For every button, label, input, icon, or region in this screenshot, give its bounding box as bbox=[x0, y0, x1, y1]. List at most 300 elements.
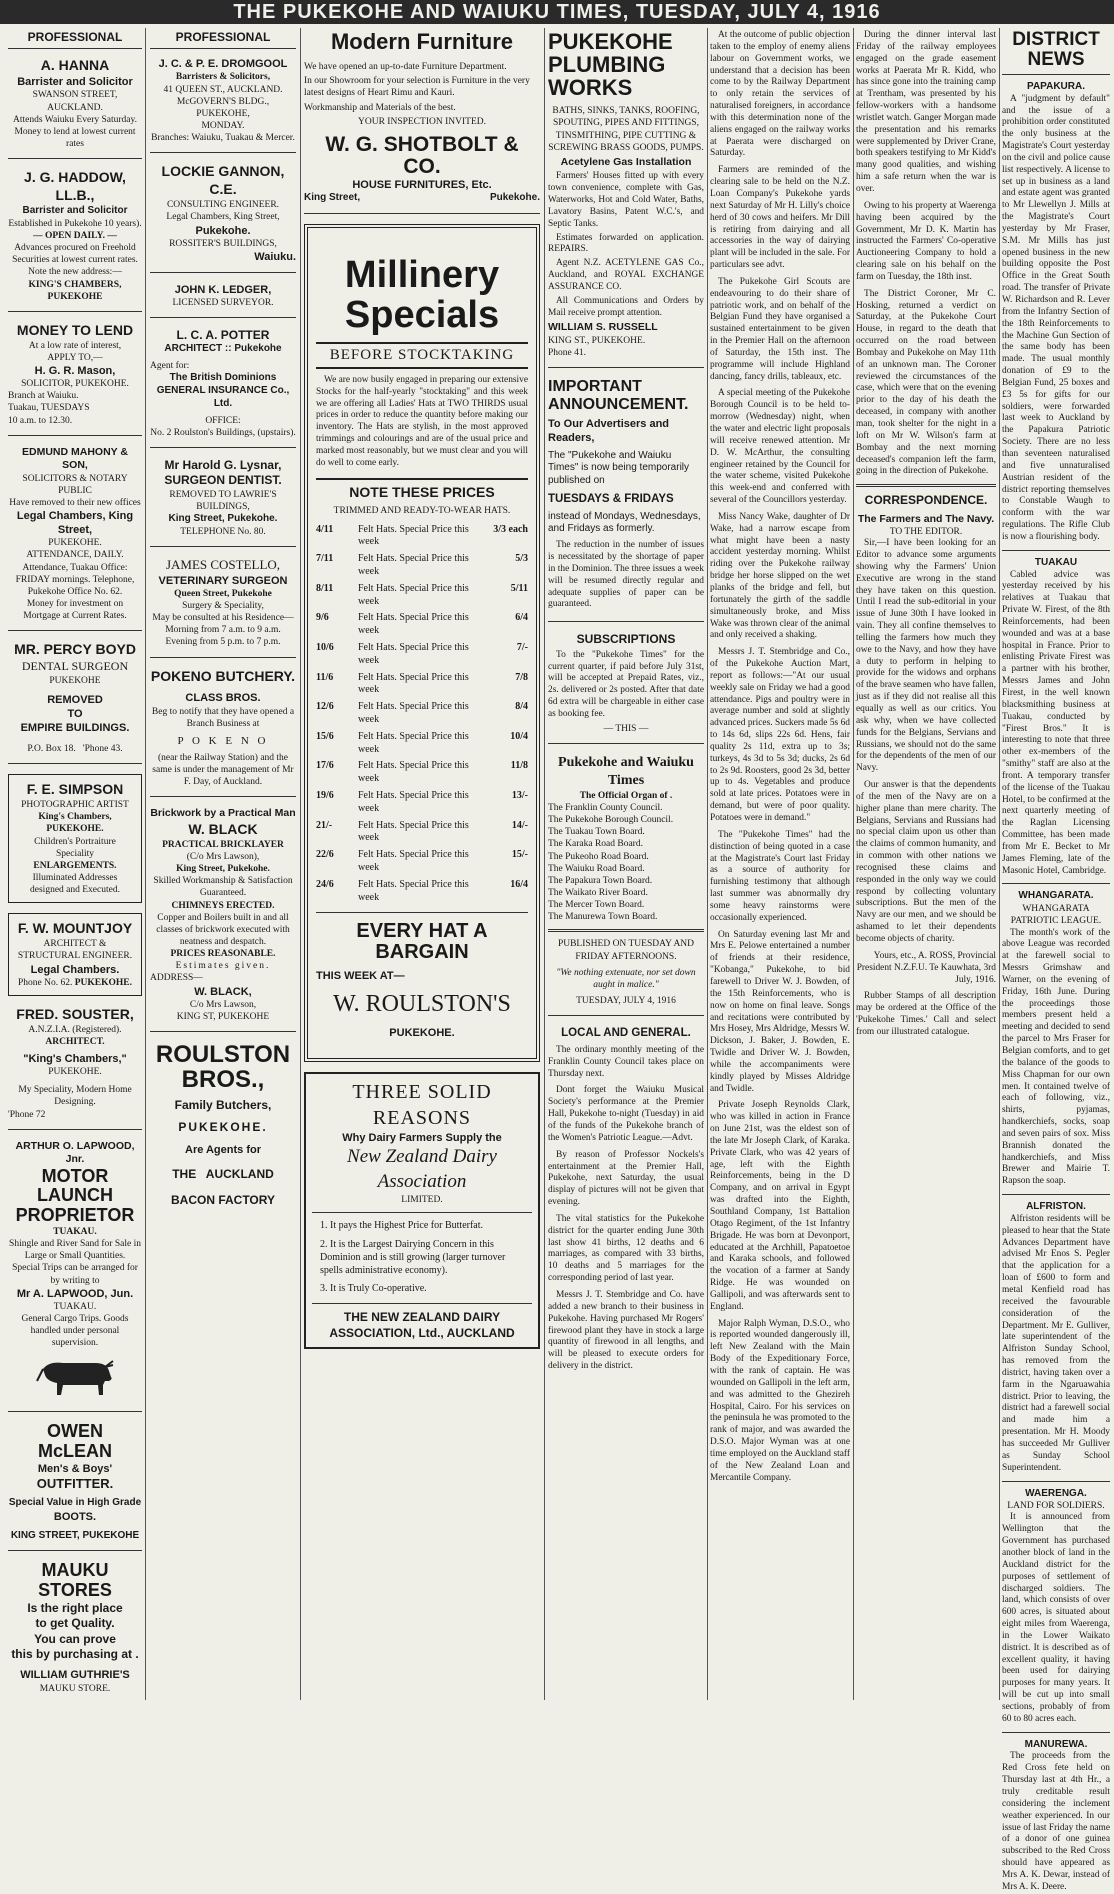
ad-note: Note the new address:— bbox=[28, 267, 122, 278]
article-paragraph: Messrs J. T. Stembridge and Co., of the Pukekohe Auction Mart, report as follows:—"At our usual weekly sale on Friday we had a good attendance. Pigs and poultry were in average number and sold at slightly advanced prices. Suckers made 5s 6d to 14s 6d, slips 22s 6d. Hens, fair quality 2s 11d, extra up to 3s; turkeys, 4s 3d to 5s 3d; ducks, 2s 6d to 2s 9d. Roosters, good 2s 3d, better up to 4s. Vegetables and produce sold at late prices. Potatoes were in demand, but were of poor quality. Potatoes were in demand." bbox=[710, 647, 850, 823]
separator: — THIS — bbox=[603, 723, 649, 734]
letter-signature: Yours, etc., A. ROSS, Provincial President N.Z.F.U. Te Kauwhata, 3rd July, 1916. bbox=[856, 950, 996, 985]
ad-heading: Brickwork by a Practical Man bbox=[150, 807, 296, 820]
ad-town: Waiuku. bbox=[254, 250, 296, 263]
price-now: 5/11 bbox=[510, 582, 528, 594]
ad-note: May be consulted at his Residence— bbox=[152, 613, 294, 624]
ad-day: MONDAY. bbox=[201, 121, 245, 132]
price-was: 8/11 bbox=[316, 582, 334, 594]
ad-title: Barrister and Solicitor bbox=[22, 204, 128, 216]
ad-town: Pukekohe. bbox=[195, 224, 251, 237]
reason-item: 2. It is the Largest Dairying Concern in this Dominion and is still growing (larger turnover spells administrative economy). bbox=[320, 1239, 506, 1276]
ad-phone: 'Phone 43. bbox=[82, 744, 123, 754]
bull-icon bbox=[33, 1355, 117, 1397]
price-was: 4/11 bbox=[316, 523, 334, 535]
organ-date: TUESDAY, JULY 4, 1916 bbox=[576, 996, 676, 1007]
ad-sub: BEFORE STOCKTAKING bbox=[316, 342, 528, 369]
ad-items: BATHS, SINKS, TANKS, ROOFING, SPOUTING, PIPES AND FITTINGS, TINSMITHING, PIPE CUTTING & SCREWING BRASS GOODS, PUMPS. bbox=[548, 106, 704, 153]
district-papakura bbox=[1002, 81, 1110, 544]
ad-potter bbox=[150, 328, 296, 448]
ad-address: No. 2 Roulston's Buildings, (upstairs). bbox=[150, 427, 296, 438]
price-now: 10/4 bbox=[510, 730, 528, 742]
district-sub: WHANGARATA PATRIOTIC LEAGUE. bbox=[1010, 904, 1102, 927]
article-paragraph: Sir,—I have been looking for an Editor to advance some arguments showing why the Farmers' Union Executive are wrong in the stand they have taken on this question. Until I read the sub-editorial in your issue of June 30th I have looked in vain. They all confine themselves to telling the farmers how much they owe to the Navy, and how they have a duty to perform in helping to provide for the widows and orphans of the brave seamen who have fallen, just as if they did not realise all this equally as well as our critics. You ask why, when we have collected funds for the Belgians, Servians and Russians, we should not do the same for the dependents of the men of our Navy. bbox=[856, 538, 996, 774]
district-title: WHANGARATA. bbox=[1018, 890, 1094, 902]
ad-name: ARTHUR O. LAPWOOD, Jnr. bbox=[15, 1139, 135, 1166]
ad-owner: WILLIAM GUTHRIE'S bbox=[20, 1669, 130, 1682]
price-desc: Felt Hats. Special Price this week bbox=[358, 878, 469, 903]
ad-bargain-firm: W. ROULSTON'S bbox=[333, 991, 511, 1018]
ad-lapwood bbox=[8, 1140, 142, 1413]
ad-note: Estimates given. bbox=[175, 961, 271, 972]
ad-note: TO bbox=[67, 707, 83, 720]
price-now: 15/- bbox=[511, 849, 528, 861]
price-now: 8/4 bbox=[515, 701, 528, 713]
ad-the: THE bbox=[172, 1167, 197, 1182]
section-title: CORRESPONDENCE. bbox=[864, 493, 988, 508]
price-row bbox=[316, 699, 528, 729]
ad-note: Children's Portraiture Speciality bbox=[34, 836, 116, 859]
ad-role: Barristers & Solicitors, bbox=[175, 72, 271, 83]
article-paragraph: Major Ralph Wyman, D.S.O., who is reported wounded dangerously ill, left New Zealand with the Main Body of the Expeditionary Force, with the rank of captain. He was wounded on Gallipoli in the left arm, and was admitted to the Ghezireh Hospital, Cairo. For his services on the peninsula he was promoted to the rank of major, and was awarded the D.S.O. Major Wyman was at one time employed on the Auckland staff of the New Zealand Loan and Mercantile Company. bbox=[710, 1318, 850, 1483]
ad-note: Branches: Waiuku, Tuakau & Mercer. bbox=[151, 133, 295, 144]
ad-mauku-stores bbox=[8, 1561, 142, 1702]
ad-note: Beg to notify that they have opened a Branch Business at bbox=[151, 706, 295, 729]
article-paragraph: The month's work of the above League was recorded at the farewell social to Messrs Grimshaw and Warner, on the evening of Friday, 16th June. During the proceedings those members present held a meeting and decided to send the parcel to Mrs Fraser for Belgian comforts, and to get the balance of the goods to Miss Chapman for our own men. It contained twelve of each of following, viz., shirts, pyjamas, handkerchiefs, socks, soap and seven pairs of sox. Miss Brannish donated the handkerchiefs, and Miss Brewer and Mairie T. Rapson the soap. bbox=[1002, 927, 1110, 1187]
ad-note: Attendance, Tuakau Office: FRIDAY mornings. Telephone, Pukekohe Office No. 62. bbox=[15, 562, 135, 597]
ad-building: ROSSITER'S BUILDINGS, bbox=[169, 238, 277, 249]
section-title: LOCAL AND GENERAL. bbox=[561, 1027, 691, 1040]
article-paragraph: Farmers are reminded of the clearing sale to be held on the N.Z. Loan Company's Pukekohe yards next Saturday of Mr H. Lilly's choice herd of 30 cows and heifers. Mr Dill is retiring from dairying and all accessories in the way of dairying plant will be included in the sale. For particulars see advt. bbox=[710, 165, 850, 271]
ad-phone: 'Phone 72 bbox=[8, 1109, 46, 1120]
price-now: 14/- bbox=[511, 819, 528, 831]
ad-dairy-association bbox=[304, 1072, 540, 1349]
price-desc: Felt Hats. Special Price this week bbox=[358, 612, 469, 637]
organ-motto: "We nothing extenuate, nor set down aught in malice." bbox=[556, 967, 696, 990]
ad-ledger bbox=[150, 283, 296, 318]
ad-name: JAMES COSTELLO, bbox=[165, 557, 281, 573]
ad-note: In our Showroom for your selection is Furniture in the very latest designs of Heart Rimu and Kauri. bbox=[304, 76, 530, 99]
ad-name: MR. PERCY BOYD bbox=[14, 641, 136, 658]
price-desc: Felt Hats. Special Price this week bbox=[358, 730, 469, 755]
article-paragraph: On Saturday evening last Mr and Mrs E. Pelowe entertained a number of friends at their residence, "Kobanga," Pukekohe, to bid farewell to Driver W. J. Bowden, of the 15th Reinforcements, who is now on home on final leave. Songs and recitations were contributed by Mrs Hosey, Mrs Aldridge, Messrs W. Dickson, J. Baker, J. Bowden, E. Twidle and Driver W. J. Bowden, while the accompaniments were kindly played by Misses Aldridge and Twidle. bbox=[710, 929, 850, 1094]
article-paragraph: Dont forget the Waiuku Musical Society's performance at the Premier Hall, Pukekohe to-night (Tuesday) in aid of the funds of the Pukekohe branch of the Women's Patriotic League.—Advt. bbox=[548, 1085, 704, 1143]
ad-note: General Cargo Trips. Goods handled under personal supervision. bbox=[21, 1313, 129, 1349]
ad-millinery bbox=[304, 224, 540, 1062]
organ-item: The Waiuku Road Board. bbox=[548, 863, 645, 874]
ad-agent: Agent N.Z. ACETYLENE GAS Co., Auckland, and ROYAL EXCHANGE ASSURANCE CO. bbox=[548, 258, 704, 292]
section-header: PROFESSIONAL bbox=[150, 30, 296, 49]
ad-note: My Speciality, Modern Home Designing. bbox=[18, 1085, 132, 1108]
ad-address: KING ST., PUKEKOHE. bbox=[548, 335, 646, 346]
ad-firm: W. G. SHOTBOLT & CO. bbox=[325, 132, 519, 178]
ad-phone: Phone 41. bbox=[548, 348, 586, 359]
organ-item: The Tuakau Town Board. bbox=[548, 827, 645, 838]
ad-building: McGOVERN'S BLDG., PUKEKOHE, bbox=[176, 96, 270, 119]
letter-title: The Farmers and The Navy. bbox=[857, 512, 995, 525]
ad-note: Branch at Waiuku. bbox=[8, 391, 79, 402]
price-desc: Felt Hats. Special Price this week bbox=[358, 582, 469, 607]
ad-address: Queen Street, Pukekohe bbox=[174, 588, 272, 599]
price-row bbox=[316, 640, 528, 670]
ad-name: L. C. A. POTTER bbox=[176, 328, 270, 343]
ad-name: W. BLACK bbox=[188, 820, 258, 837]
ad-note: OFFICE: bbox=[205, 415, 241, 426]
column-rule bbox=[145, 28, 146, 1700]
district-title: PAPAKURA. bbox=[1027, 80, 1085, 92]
article-paragraph: Messrs J. T. Stembridge and Co. have added a new branch to their business in Pukekohe. Having purchased Mr Rogers' firewood plant they have in stock a large quantity of firewood in all lengths, and will be pleased to execute orders for delivery in the district. bbox=[548, 1289, 704, 1372]
column-ads-main bbox=[304, 30, 540, 1700]
article-paragraph: At the outcome of public objection taken to the employ of enemy aliens labour on Government works, we understand that a decision has been come to by the Railway Department to only retain the services of naturalised foreigners, in accordance with this determination none of the aliens engaged on the railway works at Paerata were discharged on Saturday. bbox=[710, 30, 850, 159]
ad-title-1: Millinery bbox=[344, 253, 500, 296]
ad-role: SOLICITOR, PUKEKOHE. bbox=[21, 379, 129, 390]
ad-role: ARCHITECT :: Pukekohe bbox=[164, 343, 282, 355]
price-now: 7/8 bbox=[515, 671, 528, 683]
ad-note: Have removed to their new offices bbox=[9, 497, 141, 508]
district-sub: LAND FOR SOLDIERS. bbox=[1007, 1501, 1105, 1512]
ad-hanna bbox=[8, 57, 142, 159]
ad-haddow bbox=[8, 169, 142, 312]
price-desc: Felt Hats. Special Price this week bbox=[358, 671, 469, 696]
ad-role: ARCHITECT & STRUCTURAL ENGINEER. bbox=[17, 939, 133, 962]
ad-note: Surgery & Speciality, bbox=[182, 600, 264, 611]
reasons-list bbox=[312, 1219, 532, 1297]
ad-mountjoy bbox=[8, 913, 142, 995]
district-tuakau bbox=[1002, 557, 1110, 878]
ad-note: Attends Waiuku Every Saturday. bbox=[12, 114, 138, 125]
ad-name: J. G. HADDOW, LL.B., bbox=[24, 169, 126, 204]
ad-town: PUKEKOHE. bbox=[74, 977, 133, 988]
ad-title: THREE SOLID REASONS bbox=[352, 1081, 492, 1129]
reason-item: 3. It is Truly Co-operative. bbox=[320, 1283, 427, 1295]
organ-publication: PUBLISHED ON TUESDAY AND FRIDAY AFTERNOONS. bbox=[557, 939, 695, 962]
ad-street: King Street, bbox=[304, 192, 361, 204]
ad-note: Advances procured on Freehold Securities at lowest current rates. bbox=[12, 243, 138, 266]
ad-note: Special Trips can be arranged for by writing to bbox=[12, 1263, 138, 1286]
price-row bbox=[316, 729, 528, 759]
ad-sub: HOUSE FURNITURES, Etc. bbox=[352, 178, 492, 191]
article-paragraph: The ordinary monthly meeting of the Franklin County Council takes place on Thursday next. bbox=[548, 1044, 704, 1079]
district-title: TUAKAU bbox=[1034, 556, 1078, 568]
price-desc: Felt Hats. Special Price this week bbox=[358, 789, 469, 814]
price-now: 11/8 bbox=[510, 760, 528, 772]
price-now: 16/4 bbox=[510, 878, 528, 890]
ad-note: — OPEN DAILY. — bbox=[33, 230, 117, 241]
ad-title: MOTOR LAUNCH PROPRIETOR bbox=[15, 1165, 135, 1226]
ad-plumbing bbox=[548, 30, 704, 368]
ad-note: ENLARGEMENTS. bbox=[33, 860, 117, 871]
ad-store: MAUKU STORE. bbox=[39, 1683, 111, 1694]
ad-address: King Street, Pukekohe. bbox=[168, 513, 278, 525]
ad-bargain-title: EVERY HAT A BARGAIN bbox=[356, 920, 488, 964]
ad-title: ROULSTON BROS., bbox=[155, 1040, 291, 1094]
district-title: MANUREWA. bbox=[1024, 1738, 1088, 1750]
section-local-general bbox=[548, 1026, 704, 1373]
price-row bbox=[316, 788, 528, 818]
ad-address: KING STREET, PUKEKOHE bbox=[10, 1529, 140, 1541]
price-was: 10/6 bbox=[316, 642, 334, 653]
ad-note: Is the right place bbox=[27, 1601, 123, 1615]
price-now: 5/3 bbox=[515, 553, 528, 565]
ad-note: Morning from 7 a.m. to 9 a.m. bbox=[165, 625, 281, 636]
notice-announcement bbox=[548, 378, 704, 622]
ad-costello bbox=[150, 557, 296, 657]
ad-address: King's Chambers, bbox=[38, 812, 112, 823]
organ-item: The Waikato River Board. bbox=[548, 887, 648, 898]
column-professional-2 bbox=[150, 30, 296, 1700]
ad-role: VETERINARY SURGEON bbox=[158, 574, 288, 587]
ad-address: 41 QUEEN ST., AUCKLAND. bbox=[163, 84, 283, 95]
section-header: PROFESSIONAL bbox=[8, 30, 142, 49]
ad-company: New Zealand Dairy Association bbox=[347, 1146, 497, 1192]
reason-item: 1. It pays the Highest Price for Butterfat. bbox=[320, 1220, 484, 1232]
price-row bbox=[316, 758, 528, 788]
ad-company: The British Dominions GENERAL INSURANCE Co., Ltd. bbox=[156, 372, 290, 409]
ad-body: Farmers' Houses fitted up with every town convenience, complete with Gas, Waterworks, Hot and Cold Water, Baths, Lavatory Basins, Patent W.C.'s, and Septic Tanks. bbox=[548, 171, 704, 229]
ad-note: this by purchasing at . bbox=[11, 1647, 139, 1662]
price-was: 24/6 bbox=[316, 878, 334, 890]
ad-footer: THE NEW ZEALAND DAIRY ASSOCIATION, Ltd., AUCKLAND bbox=[329, 1310, 515, 1340]
price-was: 19/6 bbox=[316, 789, 334, 801]
column-news-1 bbox=[710, 30, 850, 1700]
ad-note: REMOVED TO LAWRIE'S BUILDINGS, bbox=[169, 489, 277, 512]
district-whangarata bbox=[1002, 890, 1110, 1188]
ad-role: SURGEON DENTIST. bbox=[164, 473, 282, 488]
ad-role: CONSULTING ENGINEER. bbox=[166, 200, 280, 211]
ad-role: LICENSED SURVEYOR. bbox=[172, 297, 274, 308]
ad-note: Men's & Boys' bbox=[37, 1463, 113, 1476]
ad-name: H. G. R. Mason, bbox=[34, 365, 116, 378]
ad-box: P.O. Box 18. bbox=[27, 744, 76, 754]
ad-name: Mr Harold G. Lysnar, bbox=[164, 458, 282, 473]
notice-title: SUBSCRIPTIONS bbox=[576, 632, 676, 647]
price-row bbox=[316, 551, 528, 581]
price-was: 7/11 bbox=[316, 553, 334, 565]
ad-prices-sub: TRIMMED AND READY-TO-WEAR HATS. bbox=[333, 506, 511, 517]
article-paragraph: The "Pukekohe Times" had the distinction of being quoted in a case at the Magistrate's Court last Friday as a source of authority for furnishing testimony that although last summer was abnormally dry some heavy rainstorms were occasionally experienced. bbox=[710, 829, 850, 923]
ad-title: MONEY TO LEND bbox=[16, 321, 134, 338]
notice-body: instead of Mondays, Wednesdays, and Fridays as formerly. bbox=[548, 510, 701, 535]
ad-note: Special Value in High Grade bbox=[8, 1496, 142, 1508]
article-paragraph: During the dinner interval last Friday of the railway employees engaged on the grade easement works at Paerata Mr R. Kidd, who has since gone into the training camp at Trentham, was presented by his fellow-workers with a handsome wristlet watch. Ganger Morgan made the presentation and his remarks were supplemented by Driver Crane, both speakers testifying to Mr Kidd's many good qualities, and wishing him a safe return when the war is over. bbox=[856, 30, 996, 194]
ad-address: EMPIRE BUILDINGS. bbox=[20, 721, 130, 734]
column-district-news bbox=[1002, 29, 1110, 1892]
article-paragraph: A "judgment by default" and the issue of a prohibition order constituted the only business at the Magistrate's Court yesterday on the civil and police cause list respectively. A license to set up in business as a land and estate agent was granted to Mr Llewellyn J. Mills at the Magistrate's Court yesterday by Mr Fraser, S.M. Mr Mills has just opened business in the new building opposite the Post Office in the Great South road. The transfer of Private W. Richardson and R. Lever from the Infantry Section of the 18th Reinforcements to the Machine Gun Section of the same body has been made. The usual monthly donation of £9 to the Belgian Fund, 25 boxes and £3 5s for gifts for our soldiers, were forwarded last week to Auckland by the Papakura Patriotic Society. There are no less than seventeen naturalised and five unnaturalised Austrian resident of the district reporting themselves to Constable Waugh to conform with the war regulations. The Rifle Club is now a flourishing body. bbox=[1002, 93, 1110, 542]
ad-role: DENTAL SURGEON bbox=[21, 659, 129, 674]
ad-name: LOCKIE GANNON, C.E. bbox=[161, 163, 285, 198]
column-professional-1 bbox=[8, 30, 142, 1700]
ad-note: REMOVED bbox=[47, 693, 103, 706]
ad-note: ATTENDANCE, DAILY. bbox=[26, 550, 124, 561]
district-title: ALFRISTON. bbox=[1026, 1201, 1086, 1213]
ad-note: APPLY TO,— bbox=[47, 352, 103, 363]
masthead: THE PUKEKOHE AND WAIUKU TIMES, TUESDAY, JULY 4, 1916 bbox=[0, 0, 1114, 24]
column-rule bbox=[707, 28, 708, 1700]
ad-name: J. C. & P. E. DROMGOOL bbox=[158, 58, 288, 71]
organ-item: The Karaka Road Board. bbox=[548, 839, 643, 850]
ad-title: PUKEKOHE PLUMBING WORKS bbox=[548, 29, 673, 101]
district-manurewa bbox=[1002, 1739, 1110, 1894]
ad-place: P O K E N O bbox=[177, 734, 269, 747]
ad-town: PUKEKOHE. bbox=[46, 824, 104, 835]
ad-estimates: Estimates forwarded on application. REPAIRS. bbox=[548, 232, 704, 255]
notice-to: To Our Advertisers and Readers, bbox=[548, 418, 670, 445]
organ-item: The Papakura Town Board. bbox=[548, 875, 653, 886]
article-paragraph: Our answer is that the dependents of the men of the Navy are on a higher plane than mere charity. The Belgians, Servians and Russians had no special claim upon us other than the claims of common humanity, and in common with other nations we recognised these claims and responded in the only way we could respond by collecting voluntary subscriptions. But the men of the Navy are our men, and we should be ashamed to let their dependents become objects of charity. bbox=[856, 780, 996, 945]
article-paragraph: By reason of Professor Nockels's entertainment at the Premier Hall, Pukekohe, next Saturday, the usual display of pictures will not be given that evening. bbox=[548, 1149, 704, 1208]
ad-furniture bbox=[304, 30, 540, 214]
notice-title: IMPORTANT ANNOUNCEMENT. bbox=[548, 378, 689, 413]
article-paragraph: Owing to his property at Waerenga having been acquired by the Government, Mr D. K. Martin has instructed the Farmers' Co-operative Auctioneering Company to hold a clearing sale on his behalf on the farm on Tuesday, the 18th inst. bbox=[856, 200, 996, 282]
ad-address: Legal Chambers. bbox=[30, 963, 120, 976]
ad-dromgool bbox=[150, 57, 296, 153]
price-row bbox=[316, 877, 528, 907]
ad-note: Are Agents for bbox=[185, 1144, 261, 1157]
organ-item: The Mercer Town Board. bbox=[548, 900, 645, 911]
column-rule bbox=[999, 28, 1000, 1700]
price-row bbox=[316, 818, 528, 848]
organ-item: The Pukeoho Road Board. bbox=[548, 851, 649, 862]
ad-qual: A.N.Z.I.A. (Registered). bbox=[28, 1024, 122, 1035]
notice-body: To the "Pukekohe Times" for the current quarter, if paid before July 31st, will be accepted at Prepaid Rates, viz., 2s. delivered or 2s posted. After that date 6d extra will be chargeable in either case as booking fee. bbox=[548, 649, 704, 719]
ad-gannon bbox=[150, 163, 296, 272]
ad-mahony bbox=[8, 446, 142, 632]
ad-sub: Why Dairy Farmers Supply the bbox=[342, 1132, 502, 1145]
article-paragraph: Cabled advice was yesterday received by his relatives at Tuakau that Private W. Firest, of the 8th Reinforcements, had been wounded and was at a base hospital in France. Prior to enlisting Private Firest was a partner with his brother, Messrs James and John Firest, in the well known blacksmithing business at Tuakau, conducted by "Firest Bros." It is interesting to note that three other ex-members of the "smithy" staff are also at the front. A temporary transfer of the license of the Tuakau Hotel, to be confirmed at the next quarterly meeting of the Raglan Licensing Committee, has been made from Mr E. Becket to Mr James Fleming, late of the Masonic Hotel, Cambridge. bbox=[1002, 569, 1110, 876]
ad-prices-title: NOTE THESE PRICES bbox=[316, 478, 528, 502]
ad-note: Established in Pukekohe 10 years). bbox=[8, 218, 142, 229]
price-desc: Felt Hats. Special Price this week bbox=[358, 701, 469, 725]
organ-title: Pukekohe and Waiuku Times bbox=[558, 754, 694, 788]
ad-firm: CLASS BROS. bbox=[185, 692, 261, 705]
ad-title: MAUKU STORES bbox=[38, 1560, 112, 1601]
ad-note: Shingle and River Sand for Sale in Large or Small Quantities. bbox=[9, 1239, 141, 1262]
organ-item: The Manurewa Town Board. bbox=[548, 912, 658, 923]
ad-note: Evening from 5 p.m. to 7 p.m. bbox=[165, 637, 281, 648]
column-news-2 bbox=[856, 30, 996, 1700]
organ-item: The Pukekohe Borough Council. bbox=[548, 815, 674, 826]
article-paragraph: The vital statistics for the Pukekohe district for the quarter ending June 30th last show 41 births, 12 deaths and 6 marriages, as compared with 33 births, 10 deaths and 5 marriages for the corresponding period of last year. bbox=[548, 1213, 704, 1284]
ad-role: PRACTICAL BRICKLAYER bbox=[162, 839, 284, 850]
ad-bargain-town: PUKEKOHE. bbox=[389, 1027, 455, 1040]
ad-address: SWANSON STREET, AUCKLAND. bbox=[32, 90, 118, 113]
article-paragraph: It is announced from Wellington that the Government has purchased another block of land in the Auckland district for the purposes of settlement of discharged soldiers. The land, which consists of over 600 acres, is situated about eight miles from Waerenga, in the Lower Waikato district. It is described as of excellent quality, it having been used for dairying purposes for many years. It will be cut up into small sections, probably of from 60 to 80 acres each. bbox=[1002, 1512, 1110, 1724]
ad-note: You can prove bbox=[34, 1631, 116, 1646]
ad-owner: WILLIAM S. RUSSELL bbox=[548, 321, 658, 334]
price-now: 13/- bbox=[511, 789, 528, 801]
ad-note: CHIMNEYS ERECTED. bbox=[171, 900, 275, 911]
section-header: DISTRICT NEWS bbox=[1002, 30, 1110, 75]
price-desc: Felt Hats. Special Price this week bbox=[358, 553, 469, 578]
ad-town: PUKEKOHE. bbox=[178, 1119, 268, 1134]
ad-town: TUAKAU. bbox=[53, 1301, 97, 1312]
price-desc: Felt Hats. Special Price this week bbox=[358, 523, 469, 548]
article-paragraph: Private Joseph Reynolds Clark, who was killed in action in France on June 21st, was the eldest son of the late Mr Joseph Clark, of Karaka. Private Clark, who was 42 years of age, left with the Eighth Reinforcements, being in the D Company, and on arrival in Egypt was drafted into the Eighth, Southland Company, 1st Battalion Otago Regiment, of the 1st Infantry Brigade. He was born at Devonport, educated at the Archhill, Papatoetoe and Karaka schools, and followed the vocation of a farmer at Sandy Ridge. He was wounded on Gallipoli, and was afterwards sent to England. bbox=[710, 1100, 850, 1312]
price-now: 6/4 bbox=[515, 612, 528, 624]
ad-address: KING'S CHAMBERS, PUKEKOHE bbox=[28, 279, 122, 302]
ad-role: ARCHITECT. bbox=[45, 1036, 105, 1047]
article-paragraph: A special meeting of the Pukekohe Borough Council is to be held to-morrow (Wednesday) night, when the water and electric light proposals will receive renewed attention. Mr D. W. McArthur, the consulting engineer retained by the Council for the water scheme, visited Pukekohe this week-end and conferred with several of the Councillors yesterday. bbox=[710, 388, 850, 506]
ad-orders: All Communications and Orders by Mail receive prompt attention. bbox=[548, 295, 704, 318]
ad-owen-mclean bbox=[8, 1422, 142, 1551]
ad-role: SOLICITORS & NOTARY PUBLIC bbox=[22, 473, 128, 496]
notice-subscriptions bbox=[548, 632, 704, 744]
ad-note: OUTFITTER. bbox=[36, 1476, 114, 1492]
district-waerenga bbox=[1002, 1488, 1110, 1726]
price-was: 21/- bbox=[316, 819, 333, 831]
ad-body: We are now busily engaged in preparing our extensive Stocks for the half-yearly "stocktaking" and this week we are offering all Ladies' Hats at TWO THIRDS usual prices in order to reduce the quantity before making our inventory. The Hats are stylish, in the most approved trimmings and colourings and are of the usual price and marked most reasonably, but we must clear and you will do well to come early. bbox=[316, 374, 528, 468]
price-row bbox=[316, 522, 528, 552]
article-paragraph: The proceeds from the Red Cross fete held on Thursday last at 4th Hr., a truly creditable result considering the inclement weather experienced. In our issue of last Friday the name of a donor of one guinea subscribed to the Red Cross should have appeared as Mrs A. K. Dewar, instead of Mrs A. K. Deere. bbox=[1002, 1751, 1110, 1892]
ad-note: Skilled Workmanship & Satisfaction Guaranteed. bbox=[153, 876, 293, 899]
price-row bbox=[316, 581, 528, 611]
ad-roulston-bros bbox=[150, 1042, 296, 1216]
district-alfriston bbox=[1002, 1201, 1110, 1474]
ad-note: Money for investment on Mortgage at Current Rates. bbox=[23, 599, 127, 622]
article-paragraph: The Pukekohe Girl Scouts are endeavouring to do their share of patriotic work, and on behalf of the Belgian Fund they have organised a sustained entertainment to be given in the Premier Hall on the afternoon of Saturday, the 15th inst. The programme will include Highland dancing, fancy drills, tableaux, etc. bbox=[710, 276, 850, 382]
price-row bbox=[316, 610, 528, 640]
ad-note: Agent for: bbox=[150, 361, 190, 372]
ad-note: 10 a.m. to 12.30. bbox=[8, 415, 73, 426]
article-paragraph: Rubber Stamps of all description may be ordered at the Office of the 'Pukekohe Times.' Call and select from our illustrated catalogue. bbox=[856, 991, 996, 1037]
ad-phone: Phone No. 62. bbox=[17, 977, 73, 988]
article-paragraph: The District Coroner, Mr C. Hosking, returned a verdict on Saturday, at the Pukekohe Court House, in regard to the death that occurred on the road between Bombay and Pukekohe on May 11th of an unknown man. The Coroner reviewed the circumstances of the case, which were that on the evening prior to the day of his death the deceased, in company with another man, took shelter for the night in a loft on Mr W. Wilson's farm at Bombay and the next morning deceased's companion left the farm, going in the direction of Pukekohe. bbox=[856, 288, 996, 477]
ad-address: "King's Chambers," bbox=[23, 1052, 127, 1065]
column-rule bbox=[300, 28, 301, 1700]
ad-address: (C/o Mrs Lawson), bbox=[186, 851, 260, 862]
price-row bbox=[316, 847, 528, 877]
ad-address: Legal Chambers, King Street, bbox=[16, 510, 134, 537]
ad-note: BOOTS. bbox=[53, 1510, 97, 1523]
ad-money-to-lend bbox=[8, 322, 142, 436]
ad-note: Tuakau, TUESDAYS bbox=[8, 403, 90, 414]
ad-name: OWEN McLEAN bbox=[37, 1421, 112, 1462]
ad-note: PRICES REASONABLE. bbox=[170, 949, 276, 960]
price-now: 3/3 each bbox=[493, 523, 528, 535]
ad-title: POKENO BUTCHERY. bbox=[150, 667, 296, 684]
notice-body: The reduction in the number of issues is necessitated by the shortage of paper in the Dominion. The three issues a week will be resumed directly regular and adequate supplies of paper can be guaranteed. bbox=[548, 540, 704, 610]
ad-name: F. E. SIMPSON bbox=[26, 781, 124, 798]
price-desc: Felt Hats. Special Price this week bbox=[358, 760, 469, 785]
column-rule bbox=[544, 28, 545, 1700]
price-was: 9/6 bbox=[316, 612, 329, 624]
ad-contact: Mr A. LAPWOOD, Jun. bbox=[16, 1287, 134, 1300]
organ-list bbox=[548, 802, 704, 924]
ad-name: A. HANNA bbox=[40, 57, 110, 74]
masthead-organ bbox=[548, 754, 704, 1016]
ad-note: At a low rate of interest, bbox=[28, 340, 122, 351]
ad-boyd bbox=[8, 641, 142, 764]
ad-phone: TELEPHONE No. 80. bbox=[180, 526, 266, 537]
price-was: 22/6 bbox=[316, 849, 334, 861]
notice-days: TUESDAYS & FRIDAYS bbox=[548, 492, 674, 505]
ad-note: Illuminated Addresses designed and Executed. bbox=[30, 873, 120, 896]
ad-name: EDMUND MAHONY & SON, bbox=[22, 445, 128, 472]
ad-place: AUCKLAND bbox=[205, 1167, 274, 1182]
ad-address: King Street, Pukekohe. bbox=[176, 864, 270, 875]
ad-note: Money to lend at lowest current rates bbox=[14, 126, 136, 149]
ad-simpson bbox=[8, 774, 142, 903]
notice-body: The "Pukekohe and Waiuku Times" is now being temporarily published on bbox=[548, 449, 690, 487]
ad-title: Barrister and Solicitor bbox=[17, 76, 133, 89]
price-list bbox=[316, 522, 528, 907]
column-rule bbox=[853, 28, 854, 1700]
price-now: 7/- bbox=[516, 642, 528, 653]
ad-lysnar bbox=[150, 458, 296, 547]
ad-note: (near the Railway Station) and the same is under the management of Mr F. Day, of Auckland. bbox=[152, 752, 294, 788]
article-paragraph: Miss Nancy Wake, daughter of Dr Wake, had a narrow escape from what might have been a nasty accident yesterday morning. Whilst riding over the Pukekohe railway bridge her horse slipped on the wet planks of the bridge and fell, but fortunately the girth of the saddle simultaneously broke, and Miss Wake was thrown clear of the animal and only received a shaking. bbox=[710, 511, 850, 641]
ad-address: Legal Chambers, King Street, bbox=[166, 212, 280, 223]
